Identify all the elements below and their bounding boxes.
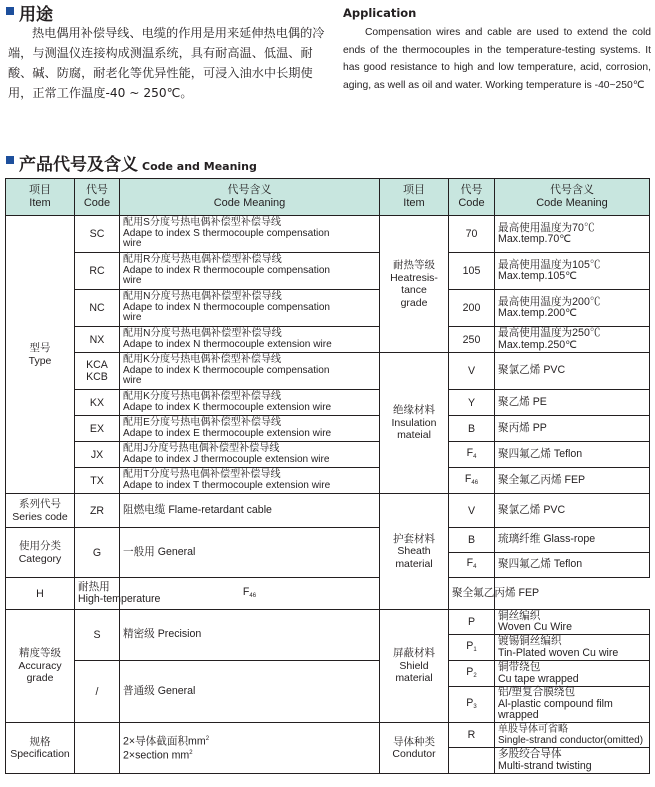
code-cell: V [449, 353, 495, 390]
meaning-cell: 配用N分度号热电偶补偿型补偿导线 Adape to index N thermocouple compensation wire [120, 290, 380, 327]
meaning-cell: 聚四氟乙烯 Teflon [495, 553, 650, 578]
category-heat: 耐热等级 Heatresis- tance grade [380, 216, 449, 353]
table-row [6, 528, 650, 553]
code-cell: $P_1$ [449, 635, 495, 661]
header-code-right: 代号 Code [449, 179, 495, 216]
header-meaning-left: 代号含义 Code Meaning [120, 179, 380, 216]
code-cell: SC [75, 216, 120, 253]
code-cell: / [75, 661, 120, 723]
code-cell: Y [449, 390, 495, 416]
usage-body: 热电偶用补偿导线、电缆的作用是用来延伸热电偶的冷端，与测温仪连接构成测温系统，具有耐高温、低温、耐酸、碱、防腐，耐老化等优异性能，可浸入油水中长期使用，正常工作温度-40 ~ 250℃。 [8, 26, 325, 100]
meaning-cell: 铜带绕包 Cu tape wrapped [495, 661, 650, 687]
meaning-cell: 最高使用温度为250℃ Max.temp.250℃ [495, 327, 650, 353]
meaning-cell: 阻燃电缆 Flame-retardant cable [120, 494, 380, 528]
code-cell: TX [75, 468, 120, 494]
meaning-cell: 铝/塑复合膜绕包 Al-plastic compound film wrapped [495, 687, 650, 723]
code-cell: S [75, 610, 120, 661]
code-cell: V [449, 494, 495, 528]
usage-title: 用途 [19, 5, 53, 25]
table-row [6, 442, 650, 468]
table-row [6, 390, 650, 416]
meaning-cell: 普通级 General [120, 661, 380, 723]
table-row [6, 416, 650, 442]
section-marker [6, 156, 14, 164]
meaning-cell: 配用J分度号热电偶补偿型补偿导线 Adape to index J thermocouple extension wire [120, 442, 380, 468]
table-row [6, 468, 650, 494]
code-cell: ZR [75, 494, 120, 528]
meaning-cell: 聚氯乙烯 PVC [495, 353, 650, 390]
code-section-title: 产品代号及含义 Code and Meaning [19, 155, 257, 175]
meaning-cell: 耐热用 High-temperature [75, 578, 120, 610]
category-shield: 屏蔽材料 Shield material [380, 610, 449, 723]
meaning-cell: 铜丝编织 Woven Cu Wire [495, 610, 650, 635]
section-marker [6, 7, 14, 15]
table-row [6, 610, 650, 635]
code-cell: JX [75, 442, 120, 468]
category-type: 型号 Type [6, 216, 75, 494]
code-meaning-table [5, 178, 650, 774]
category-accuracy: 精度等级 Accuracy grade [6, 610, 75, 723]
meaning-cell: 配用K分度号热电偶补偿型补偿导线 Adape to index K thermocouple compensation wire [120, 353, 380, 390]
meaning-cell: 聚乙烯 PE [495, 390, 650, 416]
code-cell: $F_4$ [449, 553, 495, 578]
code-cell: $F_{46}$ [120, 578, 380, 610]
code-cell: P [449, 610, 495, 635]
header-item-right: 项目 Item [380, 179, 449, 216]
meaning-cell: 聚丙烯 PP [495, 416, 650, 442]
meaning-cell: 配用E分度号热电偶补偿型补偿导线 Adape to index E thermocouple extension wire [120, 416, 380, 442]
code-cell: 250 [449, 327, 495, 353]
table-row [6, 661, 650, 687]
code-cell: KCA KCB [75, 353, 120, 390]
category-insulation: 绝缘材料 Insulation mateial [380, 353, 449, 494]
code-cell: $F_{46}$ [449, 468, 495, 494]
code-cell: NC [75, 290, 120, 327]
code-cell: 200 [449, 290, 495, 327]
code-cell: EX [75, 416, 120, 442]
table-row [6, 290, 650, 327]
table-row [6, 327, 650, 353]
code-cell: 105 [449, 253, 495, 290]
table-row [6, 253, 650, 290]
code-cell: $P_2$ [449, 661, 495, 687]
meaning-cell: 最高使用温度为105℃ Max.temp.105℃ [495, 253, 650, 290]
code-cell: 70 [449, 216, 495, 253]
meaning-cell: 配用S分度号热电偶补偿型补偿导线 Adape to index S thermocouple compensation wire [120, 216, 380, 253]
category-category: 使用分类 Category [6, 528, 75, 578]
category-series: 系列代号 Series code [6, 494, 75, 528]
meaning-cell: 聚全氟乙丙烯 FEP [449, 578, 495, 610]
meaning-cell: 配用N分度号热电偶补偿型补偿导线 Adape to index N thermocouple extension wire [120, 327, 380, 353]
meaning-cell: 镀锡铜丝编织 Tin-Plated woven Cu wire [495, 635, 650, 661]
table-row [6, 494, 650, 528]
meaning-cell: 精密级 Precision [120, 610, 380, 661]
header-item-left: 项目 Item [6, 179, 75, 216]
meaning-cell: 聚全氟乙丙烯 FEP [495, 468, 650, 494]
table-row [6, 353, 650, 390]
application-body: Compensation wires and cable are used to extend the cold ends of the thermocouples in the temperature-testing systems. It has good resistance to high and low temperature, acid, corrosion, aging, as well as oil and water. Working temperature is -40~250℃ [343, 27, 651, 91]
meaning-cell: 聚氯乙烯 PVC [495, 494, 650, 528]
header-code-left: 代号 Code [75, 179, 120, 216]
code-cell: B [449, 416, 495, 442]
table-row [6, 723, 650, 748]
table-row [6, 216, 650, 253]
code-cell: H [6, 578, 75, 610]
meaning-cell: 多股绞合导体 Multi-strand twisting [495, 748, 650, 774]
code-cell: $F_4$ [449, 442, 495, 468]
code-cell [75, 723, 120, 774]
category-spec: 规格 Specification [6, 723, 75, 774]
code-cell: $P_3$ [449, 687, 495, 723]
code-cell: G [75, 528, 120, 578]
meaning-cell: 琉璃纤维 Glass-rope [495, 528, 650, 553]
meaning-cell: 配用R分度号热电偶补偿型补偿导线 Adape to index R thermocouple compensation wire [120, 253, 380, 290]
application-title: Application [343, 6, 417, 20]
meaning-cell: 配用T分度号热电偶补偿型补偿导线 Adape to index T thermocouple extension wire [120, 468, 380, 494]
meaning-cell: 最高使用温度为200℃ Max.temp.200℃ [495, 290, 650, 327]
code-cell: R [449, 723, 495, 748]
header-meaning-right: 代号含义 Code Meaning [495, 179, 650, 216]
meaning-cell: 最高使用温度为70℃ Max.temp.70℃ [495, 216, 650, 253]
meaning-cell: 配用K分度号热电偶补偿型补偿导线 Adape to index K thermocouple extension wire [120, 390, 380, 416]
code-cell [449, 748, 495, 774]
code-cell: RC [75, 253, 120, 290]
category-conductor: 导体种类 Condutor [380, 723, 449, 774]
meaning-cell: 2×导体截面积$mm^2$ 2×section $mm^2$ [120, 723, 380, 774]
meaning-cell: 单股导体可省略 Single-strand conductor(omitted) [495, 723, 650, 748]
code-cell: B [449, 528, 495, 553]
code-cell: NX [75, 327, 120, 353]
table-header [6, 179, 650, 216]
code-cell: KX [75, 390, 120, 416]
meaning-cell: 一般用 General [120, 528, 380, 578]
table-row [6, 578, 650, 610]
category-sheath: 护套材料 Sheath material [380, 494, 449, 610]
meaning-cell: 聚四氟乙烯 Teflon [495, 442, 650, 468]
